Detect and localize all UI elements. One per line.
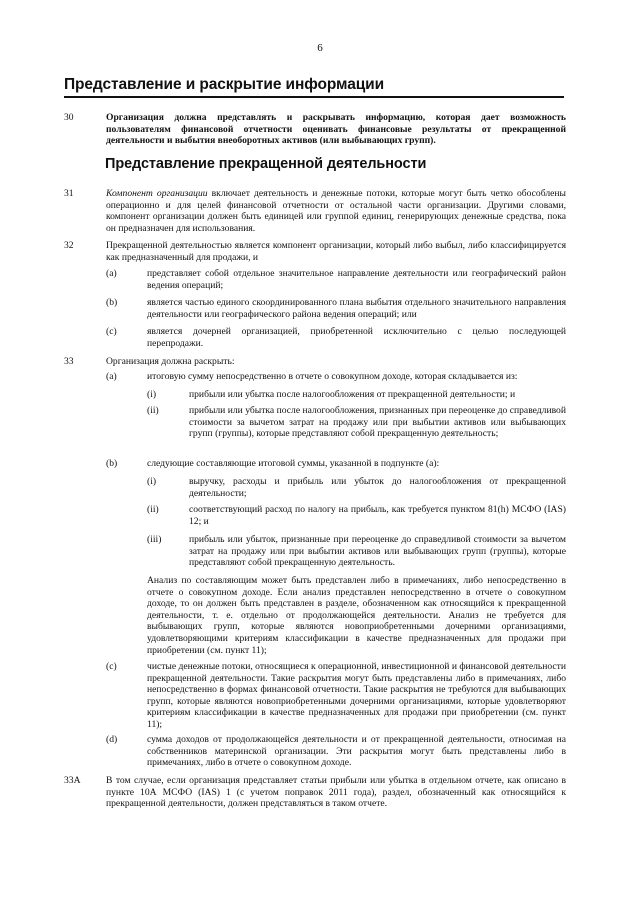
subitem-33b-i: выручку, расходы и прибыль или убыток до налогообложения от прекращенной деятельности;	[189, 476, 566, 499]
item-33b: следующие составляющие итоговой суммы, указанной в подпункте (а):	[147, 458, 440, 469]
paragraph-33a: В том случае, если организация представляет статьи прибыли или убытка в отдельном отчете, как описано в пункте 10А МСФО (IAS) 1 (с учетом поправок 2011 года), раздел, обозначенный как относящийся к прекращенной деятельности, должен представляться в таком отчете.	[106, 775, 566, 810]
subitem-33b-iii: прибыль или убыток, признанные при переоценке до справедливой стоимости за вычетом затрат на продажу или при выбытии активов или выбывающих групп (группы), которые представляют собой прекращенную деятельность.	[189, 534, 566, 569]
page-number: 6	[317, 42, 323, 54]
item-33a: итоговую сумму непосредственно в отчете о совокупном доходе, которая складывается из:	[147, 371, 518, 382]
subitem-33b-ii: соответствующий расход по налогу на прибыль, как требуется пунктом 81(h) МСФО (IAS) 12; и	[189, 504, 566, 527]
subitem-label-33b-i: (i)	[147, 476, 157, 487]
item-label-32c: (c)	[106, 326, 117, 337]
item-33c: чистые денежные потоки, относящиеся к операционной, инвестиционной и финансовой деятельности прекращенной деятельности. Такие раскрытия могут быть представлены либо в примечаниях, либо непосредственно в формах финансовой отчетности. Такие раскрытия не требуются для выбывающих групп, которые являются новоприобретенными дочерними организациями, которые удовлетворяют критериям классификации в качестве предназначенных для продажи при приобретении (см. пункт 11);	[147, 661, 566, 730]
paragraph-31-text: включает деятельность и денежные потоки, которые могут быть четко обособлены операционно и для целей финансовой отчетности от остальной части организации. Другими словами, компонент организации должен быть единицей или группой единиц, генерирующих денежные средства, пока он предназначен для использования.	[106, 188, 566, 234]
paragraph-31	[106, 188, 566, 234]
paragraph-number-31: 31	[64, 188, 74, 199]
subsection-title: Представление прекращенной деятельности	[105, 156, 427, 172]
item-33b-note: Анализ по составляющим может быть представлен либо в примечаниях, либо непосредственно в отчете о совокупном доходе. Если анализ представлен непосредственно в отчете о совокупном доходе, то он должен быть представлен в разделе, обозначенном как относящийся к прекращенной деятельности, т. е. отдельно от продолжающейся деятельности. Анализ не требуется для выбывающих групп, которые являются новоприобретенными дочерними организациями, удовлетворяющими критериям классификации в качестве предназначенных для продажи при приобретении (см. пункт 11);	[147, 575, 566, 656]
item-32c: является дочерней организацией, приобретенной исключительно с целью последующей перепродажи.	[147, 326, 566, 349]
subitem-33a-ii: прибыли или убытка после налогообложения, признанных при переоценке до справедливой стоимости за вычетом затрат на продажу или при выбытии активов или выбывающих групп (группы), которые представляют собой прекращенную деятельность;	[189, 405, 566, 440]
item-label-33d: (d)	[106, 734, 118, 745]
subitem-label-33a-i: (i)	[147, 389, 157, 400]
section-title: Представление и раскрытие информации	[64, 76, 385, 93]
defined-term: Компонент организации	[106, 188, 208, 199]
paragraph-30: Организация должна представлять и раскрывать информацию, которая дает возможность пользователям финансовой отчетности оценивать финансовые результаты от прекращенной деятельности и выбытия внеоборотных активов (или выбывающих групп).	[106, 112, 566, 147]
item-label-33a: (a)	[106, 371, 117, 382]
paragraph-32: Прекращенной деятельностью является компонент организации, который либо выбыл, либо классифицируется как предназначенный для продажи, и	[106, 240, 566, 263]
item-label-32a: (a)	[106, 268, 117, 279]
subitem-label-33a-ii: (ii)	[147, 405, 159, 416]
subitem-label-33b-ii: (ii)	[147, 504, 159, 515]
paragraph-33: Организация должна раскрыть:	[106, 356, 235, 367]
paragraph-number-33: 33	[64, 356, 74, 367]
paragraph-number-32: 32	[64, 240, 74, 251]
section-title-underline	[64, 96, 564, 98]
paragraph-number-30: 30	[64, 112, 74, 123]
item-label-33c: (c)	[106, 661, 117, 672]
item-label-32b: (b)	[106, 297, 118, 308]
paragraph-number-33a: 33A	[64, 775, 81, 786]
item-33d: сумма доходов от продолжающейся деятельности и от прекращенной деятельности, относимая на собственников материнской организации. Эти раскрытия могут быть представлены либо в примечаниях, либо в отчете о совокупном доходе.	[147, 734, 566, 769]
subitem-label-33b-iii: (iii)	[147, 534, 162, 545]
item-label-33b: (b)	[106, 458, 118, 469]
subitem-33a-i: прибыли или убытка после налогообложения от прекращенной деятельности; и	[189, 389, 516, 400]
item-32b: является частью единого скоординированного плана выбытия отдельного значительного направления деятельности или географического района ведения операций; или	[147, 297, 566, 320]
item-32a: представляет собой отдельное значительное направление деятельности или географический район ведения операций;	[147, 268, 566, 291]
